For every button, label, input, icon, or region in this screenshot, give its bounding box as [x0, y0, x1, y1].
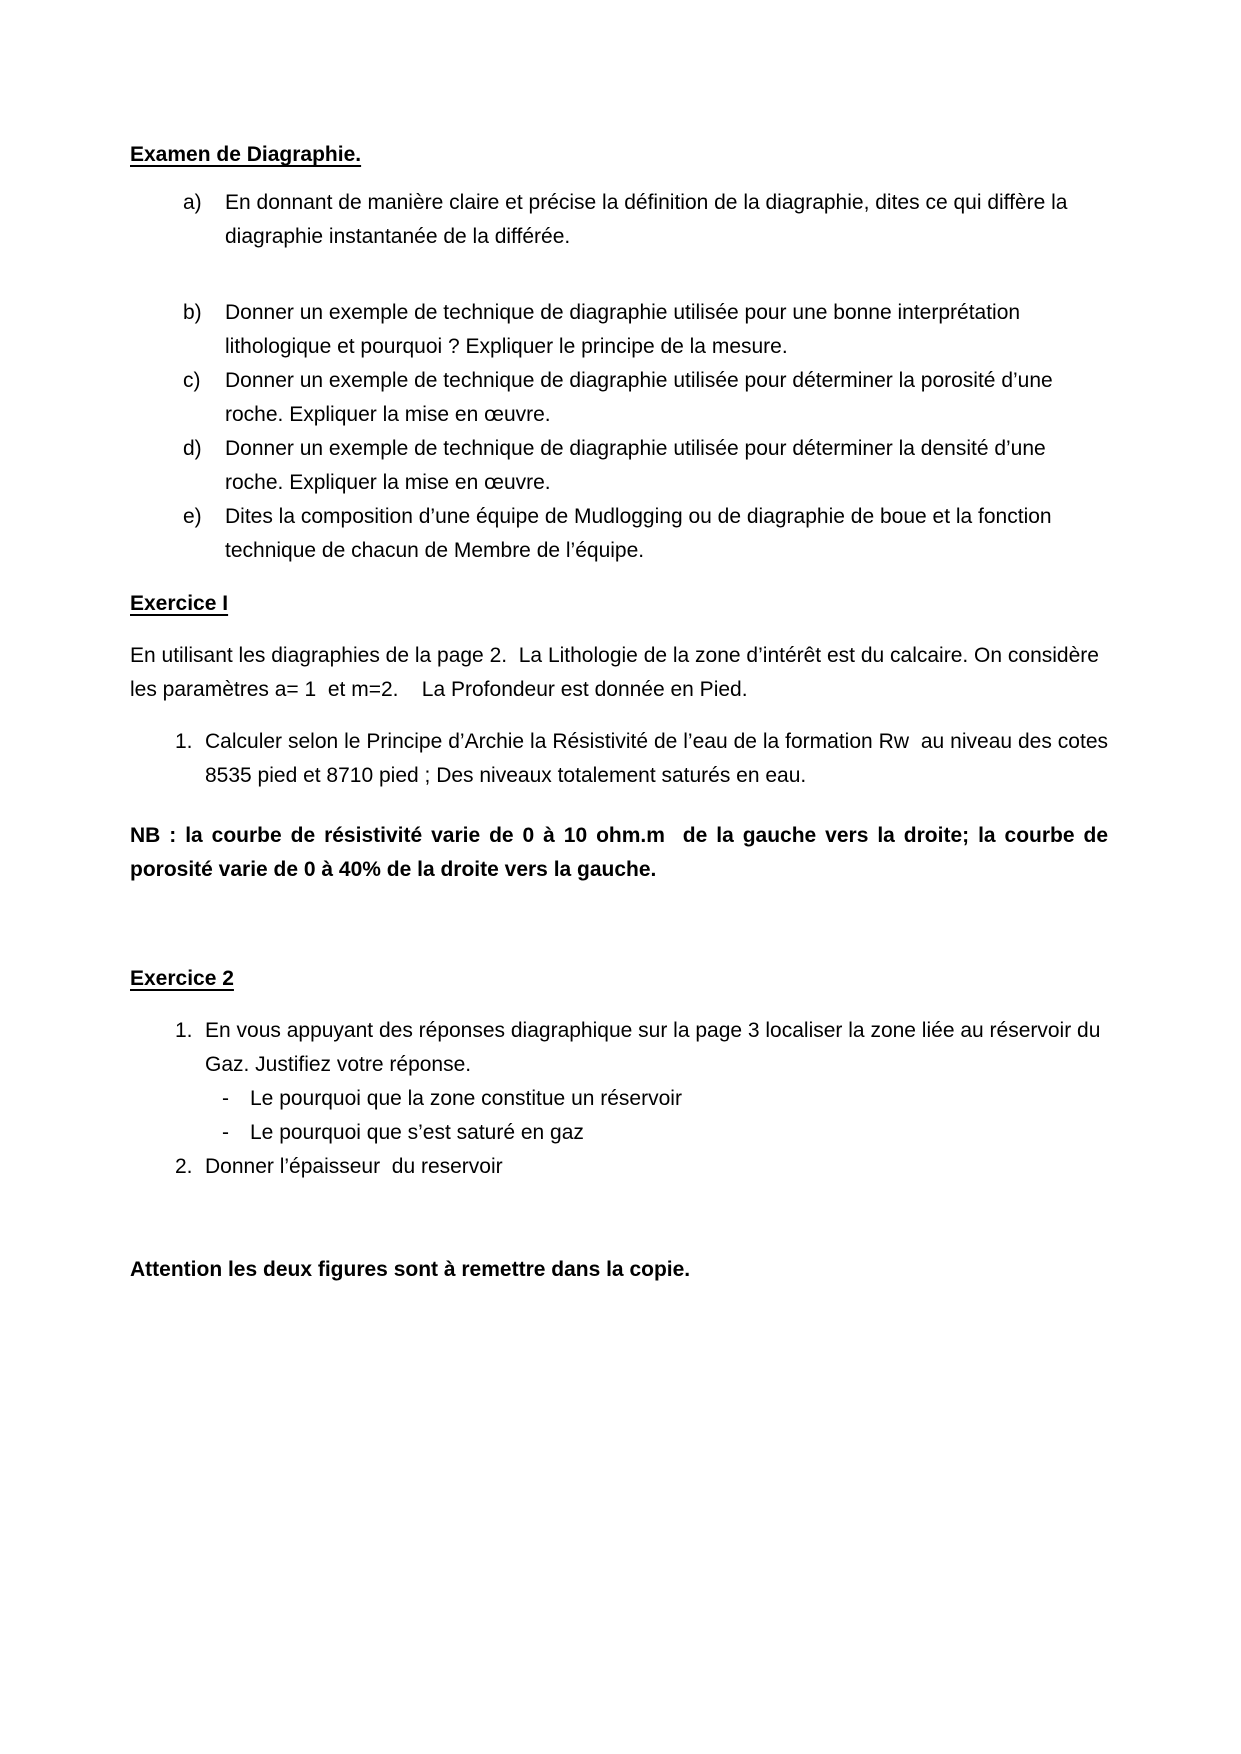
exercice1-heading: Exercice I: [130, 592, 229, 615]
exercice2-subitem-1: [222, 1082, 1108, 1116]
question-label-b: b): [183, 301, 202, 324]
question-label-d: d): [183, 437, 202, 460]
exercice2-item-2-text: Donner l’épaisseur du reservoir: [205, 1155, 503, 1178]
question-text-c: Donner un exemple de technique de diagraphie utilisée pour déterminer la porosité d’une roche. Expliquer la mise en œuvre.: [225, 369, 1059, 426]
question-label-e: e): [183, 505, 202, 528]
exercice2-subitem-2-dash: -: [222, 1121, 229, 1144]
exercice1-item-1: [175, 725, 1114, 793]
question-list: [130, 186, 1108, 568]
question-item-e: [183, 500, 1108, 568]
question-item-d: [183, 432, 1108, 500]
question-text-a: En donnant de manière claire et précise la définition de la diagraphie, dites ce qui diffère la diagraphie instantanée de la différée.: [225, 191, 1074, 248]
exercice2-item-1-label: 1.: [175, 1019, 193, 1042]
exercice2-heading: Exercice 2: [130, 967, 234, 990]
exercice2-item-1-text: En vous appuyant des réponses diagraphique sur la page 3 localiser la zone liée au réservoir du Gaz. Justifiez votre réponse.: [205, 1019, 1107, 1076]
question-label-c: c): [183, 369, 201, 392]
exercice1-nb-note: NB : la courbe de résistivité varie de 0 à 10 ohm.m de la gauche vers la droite; la courbe de porosité varie de 0 à 40% de la droite vers la gauche.: [130, 824, 1114, 881]
exercice1-intro: En utilisant les diagraphies de la page 2. La Lithologie de la zone d’intérêt est du calcaire. On considère les paramètres a= 1 et m=2. La Profondeur est donnée en Pied.: [130, 644, 1105, 701]
question-item-b: [183, 296, 1108, 364]
question-text-e: Dites la composition d’une équipe de Mudlogging ou de diagraphie de boue et la fonction technique de chacun de Membre de l’équipe.: [225, 505, 1058, 562]
question-item-a: [183, 186, 1108, 254]
question-label-a: a): [183, 191, 202, 214]
question-item-c: [183, 364, 1108, 432]
question-text-d: Donner un exemple de technique de diagraphie utilisée pour déterminer la densité d’une roche. Expliquer la mise en œuvre.: [225, 437, 1052, 494]
exercice1-item-1-text: Calculer selon le Principe d’Archie la Résistivité de l’eau de la formation Rw au niveau des cotes 8535 pied et 8710 pied ; Des niveaux totalement saturés en eau.: [205, 730, 1114, 787]
exercice2-item-1: [175, 1014, 1108, 1082]
exercice2-subitem-1-dash: -: [222, 1087, 229, 1110]
footer-note: Attention les deux figures sont à remettre dans la copie.: [130, 1258, 691, 1281]
exercice2-item-2: [175, 1150, 1108, 1184]
exercice2-list: [130, 1014, 1108, 1184]
exercice1-item-1-label: 1.: [175, 730, 193, 753]
document-title: Examen de Diagraphie.: [130, 143, 362, 166]
exercice2-subitem-2-text: Le pourquoi que s’est saturé en gaz: [250, 1121, 584, 1144]
exercice2-subitem-2: [222, 1116, 1108, 1150]
exercice2-item-2-label: 2.: [175, 1155, 193, 1178]
question-text-b: Donner un exemple de technique de diagraphie utilisée pour une bonne interprétation lithologique et pourquoi ? Expliquer le principe de la mesure.: [225, 301, 1026, 358]
exercice2-subitem-1-text: Le pourquoi que la zone constitue un réservoir: [250, 1087, 682, 1110]
